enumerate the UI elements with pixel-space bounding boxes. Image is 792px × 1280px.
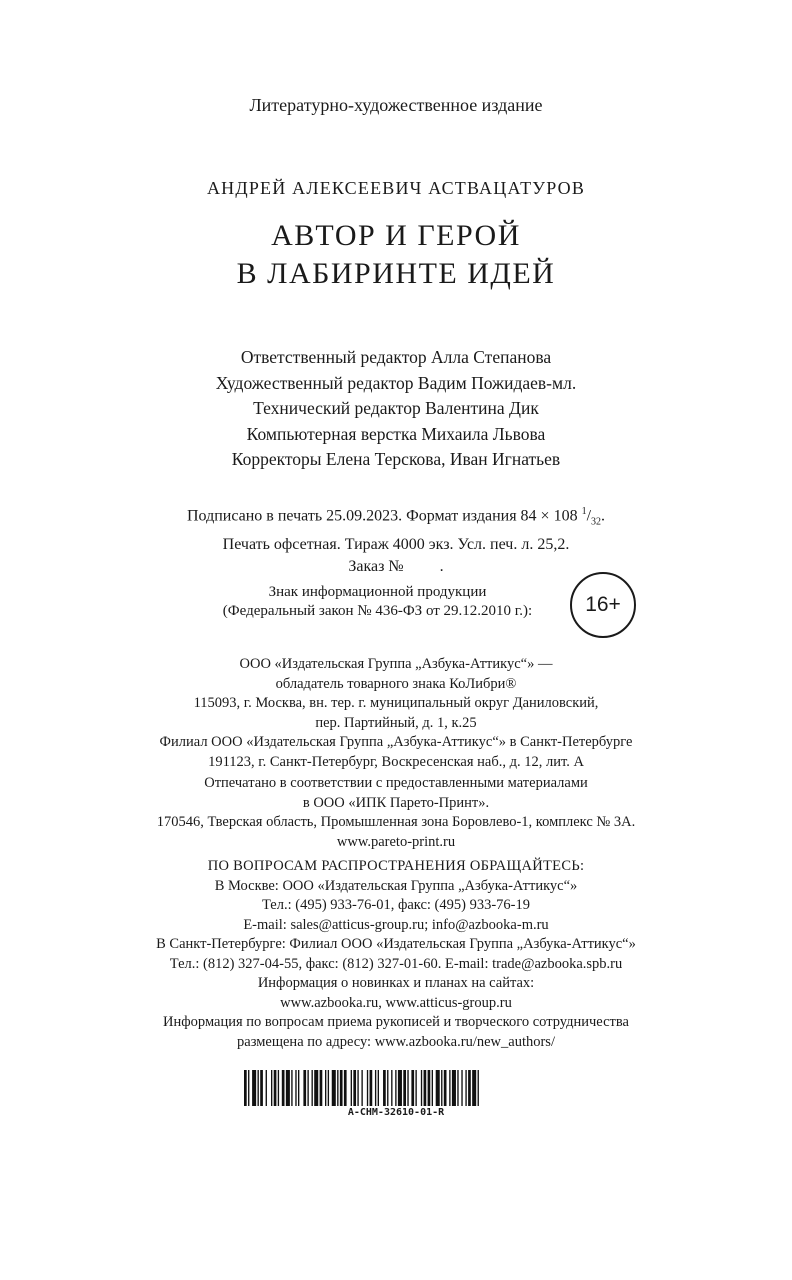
barcode-bar	[407, 1070, 408, 1106]
publisher-info: ООО «Издательская Группа „Азбука-Аттикус“» — обладатель товарного знака КоЛибри® 115093, г. Москва, вн. тер. г. муниципальный округ Даниловский, пер. Партийный, д. 1, к.25	[193, 656, 599, 731]
barcode-bar	[421, 1070, 422, 1106]
barcode-bar	[370, 1070, 373, 1106]
genre-label: Литературно-художественное издание	[249, 95, 543, 115]
barcode-bar	[387, 1070, 388, 1106]
barcode-bar	[286, 1070, 290, 1106]
barcode-bar	[248, 1070, 249, 1106]
barcode-bar	[468, 1070, 471, 1106]
barcode-bar	[391, 1070, 392, 1106]
barcode-bar	[328, 1070, 329, 1106]
distribution-info: ПО ВОПРОСАМ РАСПРОСТРАНЕНИЯ ОБРАЩАЙТЕСЬ: В Москве: ООО «Издательская Группа „Азбука-Аттикус“» Тел.: (495) 933-76-01, факс: (495) 933-76-19 E-mail: sales@atticus-group.ru; info@azbooka-m.ru В Санкт-Петербурге: Филиал ООО «Издательская Группа „Азбука-Аттикус“» Тел.: (812) 327-04-55, факс: (812) 327-01-60. E-mail: trade@azbooka.spb.ru Информация о новинках и планах на сайтах: www.azbooka.ru, www.atticus-group.ru Информация по вопросам приема рукописей и творческого сотрудничества размещена по адресу: www.azbooka.ru/new_authors/	[0, 857, 792, 1052]
barcode-bar	[307, 1070, 308, 1106]
credit-line: Художественный редактор Вадим Пожидаев-мл.	[215, 372, 577, 393]
barcode-bar	[465, 1070, 466, 1106]
barcode-bar	[260, 1070, 263, 1106]
barcode-bar	[361, 1070, 362, 1106]
order-number-line: Заказ № .	[348, 557, 444, 575]
barcode-bar	[398, 1070, 402, 1106]
barcode-bar	[244, 1070, 247, 1106]
barcode-bar	[295, 1070, 296, 1106]
barcode-bar	[266, 1070, 267, 1106]
credit-line: Корректоры Елена Терскова, Иван Игнатьев	[231, 449, 561, 469]
barcode-bar	[357, 1070, 358, 1106]
barcode-bar	[332, 1070, 336, 1106]
barcode-bar	[274, 1070, 277, 1106]
title-line-2: В ЛАБИРИНТЕ ИДЕЙ	[236, 257, 556, 290]
barcode-bar	[383, 1070, 386, 1106]
credit-line: Компьютерная верстка Михаила Львова	[246, 423, 546, 444]
barcode-bar	[452, 1070, 456, 1106]
barcode-bar	[320, 1070, 323, 1106]
format-denominator: 32	[591, 516, 602, 528]
barcode-bar	[403, 1070, 406, 1106]
barcode-bar	[312, 1070, 313, 1106]
barcode-bar	[432, 1070, 433, 1106]
print-line-2: Печать офсетная. Тираж 4000 экз. Усл. печ. л. 25,2.	[222, 535, 570, 553]
barcode	[244, 1070, 550, 1106]
barcode-bar	[478, 1070, 479, 1106]
credit-line: Технический редактор Валентина Дик	[253, 398, 539, 418]
barcode-bar	[337, 1070, 338, 1106]
barcode-bar	[436, 1070, 440, 1106]
staff-credits	[0, 345, 792, 473]
barcode-bar	[351, 1070, 352, 1106]
barcode-bar	[258, 1070, 259, 1106]
barcode-bar	[424, 1070, 427, 1106]
barcode-bar	[314, 1070, 318, 1106]
barcode-bar	[344, 1070, 347, 1106]
printer-info: Отпечатано в соответствии с предоставленными материалами в ООО «ИПК Парето-Принт». 170546, Тверская область, Промышленная зона Боровлево-1, комплекс № 3А. www.pareto-print.ru	[156, 775, 636, 850]
book-title	[0, 217, 792, 293]
format-numerator: 1	[581, 506, 587, 517]
barcode-bar	[411, 1070, 414, 1106]
barcode-bar	[449, 1070, 450, 1106]
barcode-bar	[457, 1070, 458, 1106]
barcode-bar	[378, 1070, 379, 1106]
barcode-bar	[428, 1070, 431, 1106]
barcode-bar	[353, 1070, 356, 1106]
barcode-bar	[303, 1070, 306, 1106]
barcode-bar	[461, 1070, 462, 1106]
distribution-heading: ПО ВОПРОСАМ РАСПРОСТРАНЕНИЯ ОБРАЩАЙТЕСЬ:	[207, 858, 585, 874]
barcode-bar	[291, 1070, 292, 1106]
barcode-bar	[375, 1070, 376, 1106]
barcode-bar	[278, 1070, 279, 1106]
barcode-bar	[340, 1070, 343, 1106]
age-rating-badge: 16+	[570, 572, 636, 638]
barcode-bar	[298, 1070, 299, 1106]
author-name: АНДРЕЙ АЛЕКСЕЕВИЧ АСТВАЦАТУРОВ	[206, 178, 586, 198]
barcode-bar	[252, 1070, 256, 1106]
barcode-bar	[441, 1070, 442, 1106]
barcode-bar	[367, 1070, 368, 1106]
barcode-bar	[444, 1070, 447, 1106]
info-product-label: Знак информационной продукции (Федеральный закон № 436-ФЗ от 29.12.2010 г.):	[222, 584, 533, 619]
branch-info: Филиал ООО «Издательская Группа „Азбука-Аттикус“» в Санкт-Петербурге 191123, г. Санкт-Петербург, Воскресенская наб., д. 12, лит. А	[159, 734, 633, 770]
barcode-bar	[395, 1070, 396, 1106]
barcode-bar	[271, 1070, 272, 1106]
print-line-1: Подписано в печать 25.09.2023. Формат издания 84 × 108 $^1/_{32}$.	[186, 506, 606, 528]
barcode-bar	[325, 1070, 326, 1106]
barcode-bar	[415, 1070, 416, 1106]
print-info	[0, 501, 792, 578]
barcode-text: A-CHM-32610-01-R	[347, 1107, 445, 1118]
credit-line: Ответственный редактор Алла Степанова	[240, 347, 552, 367]
title-line-1: АВТОР И ГЕРОЙ	[271, 219, 521, 252]
barcode-bar	[472, 1070, 476, 1106]
barcode-bar	[282, 1070, 285, 1106]
